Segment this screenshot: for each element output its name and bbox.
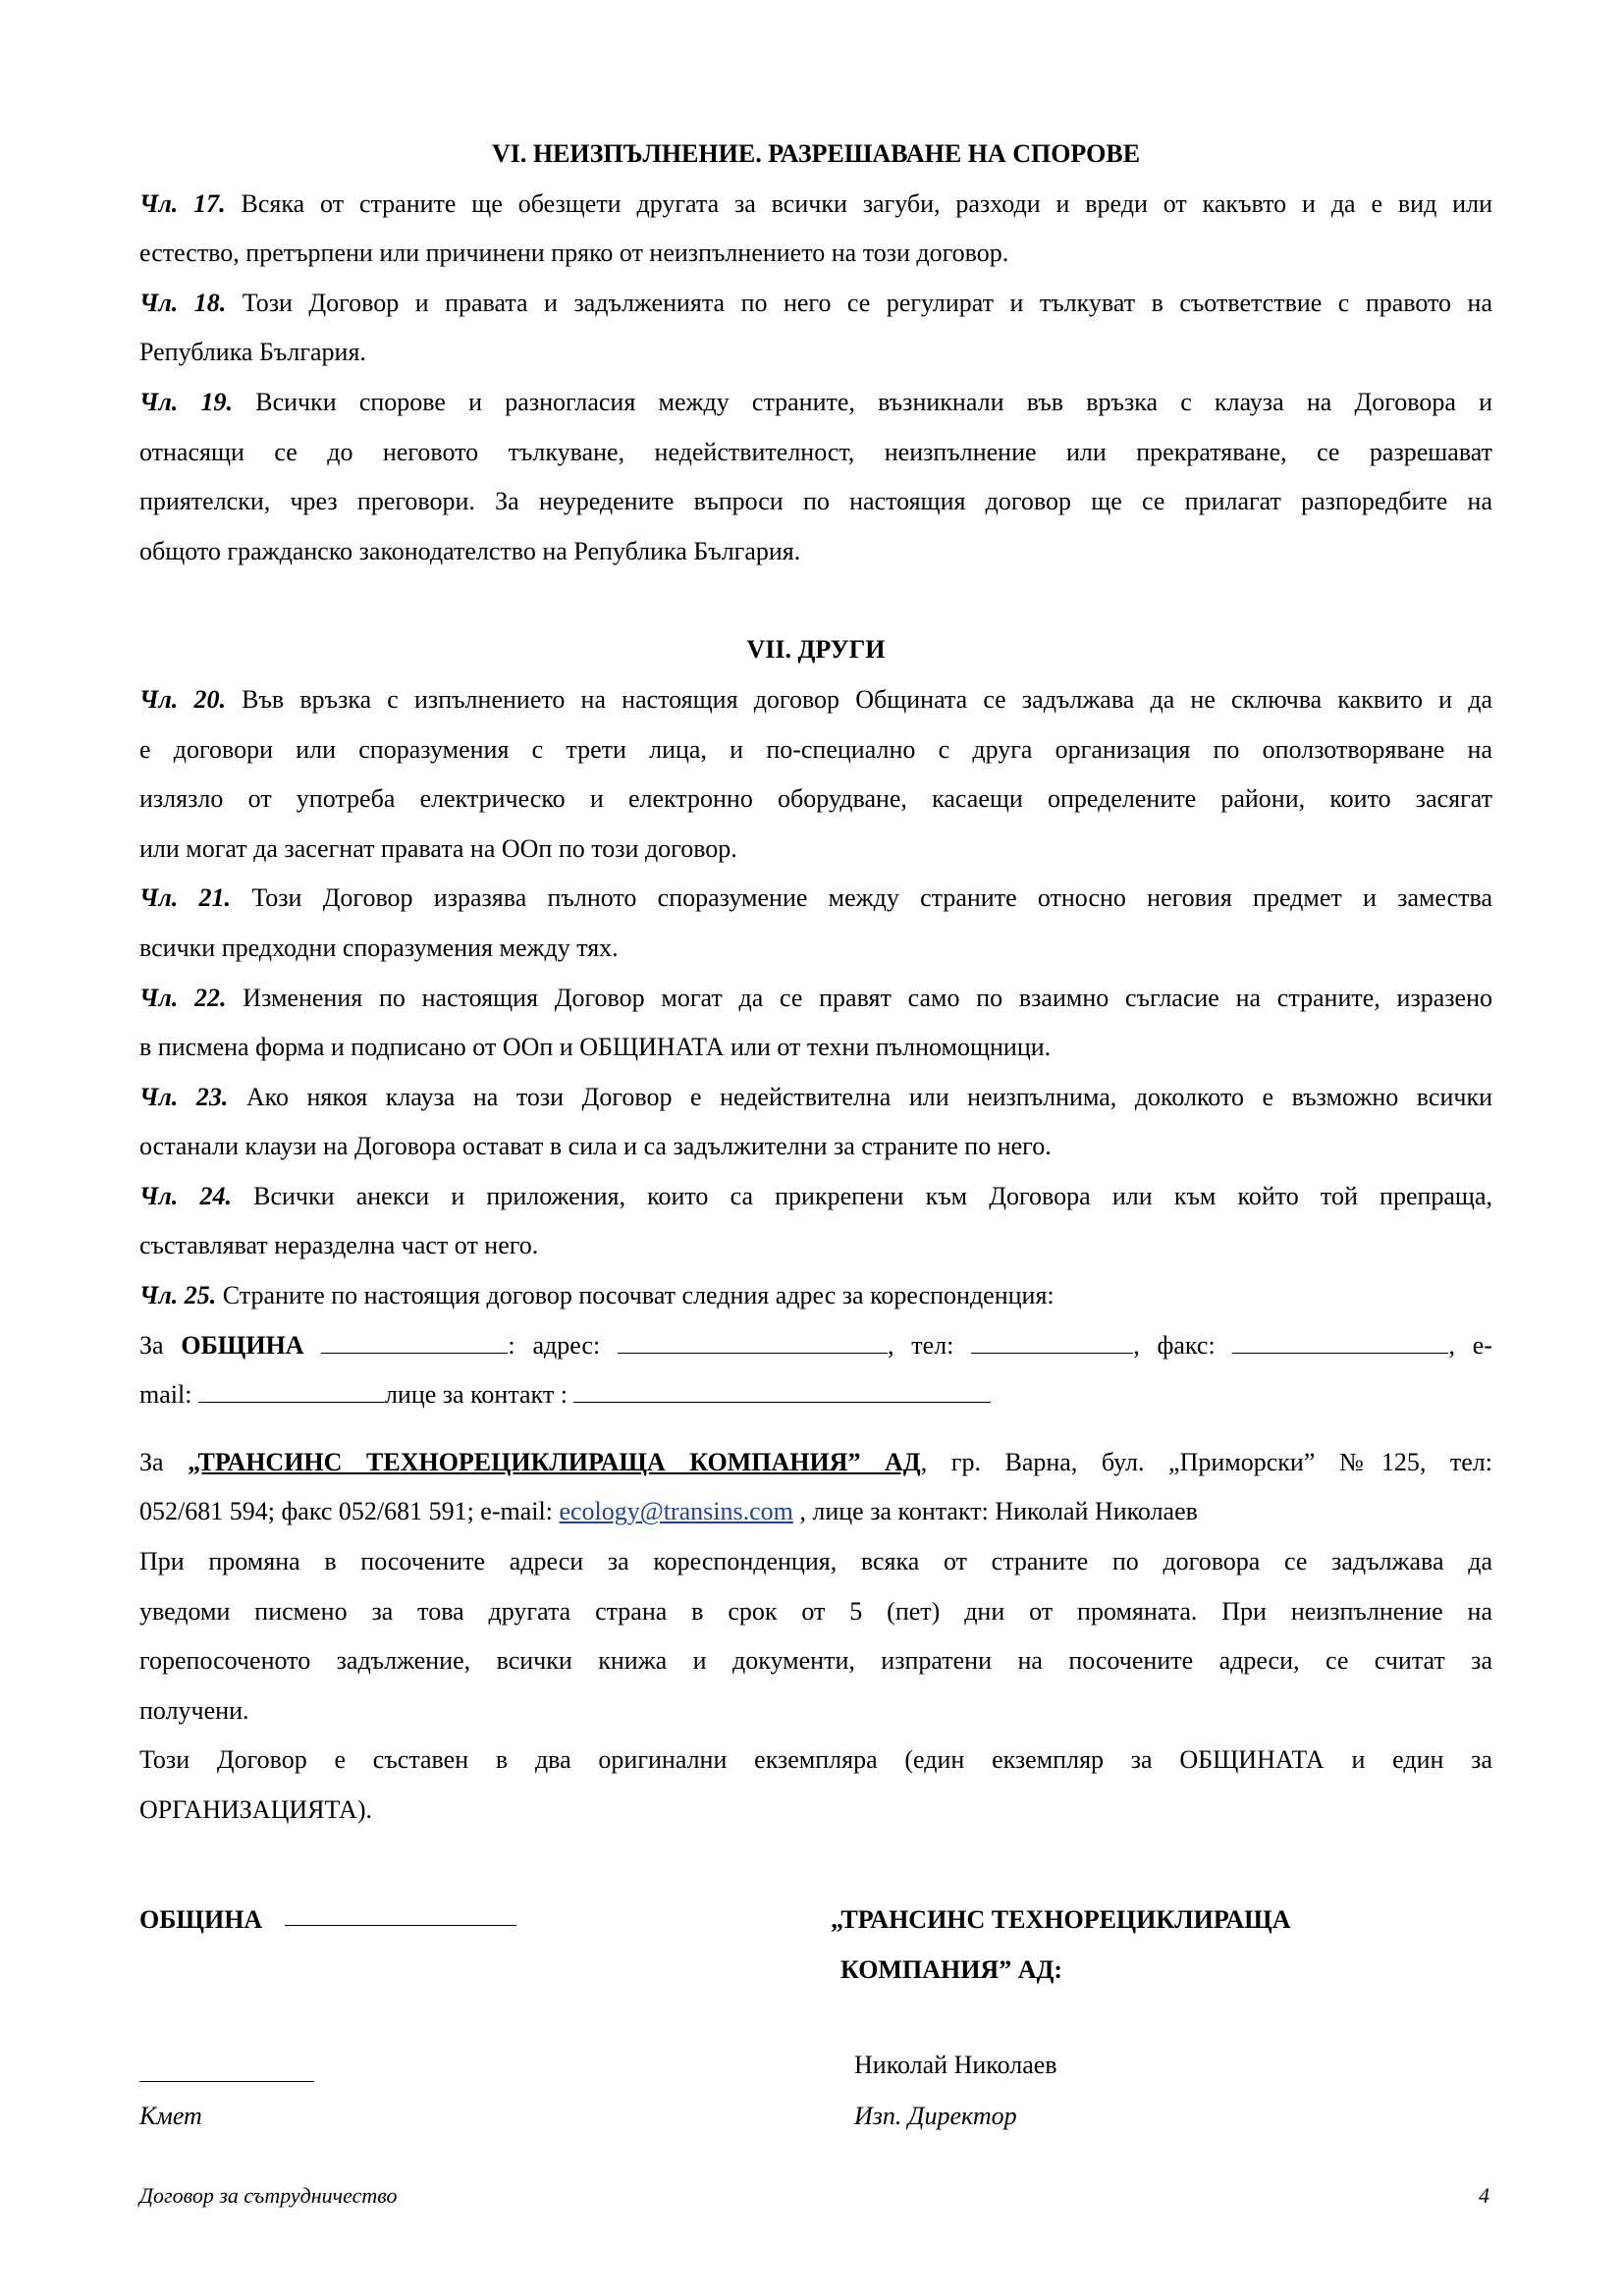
fax-label: , факс: [1133,1330,1233,1360]
address-change-line-4: получени. [139,1695,249,1725]
article-18-line-1 [139,279,1492,329]
article-25-text: Страните по настоящия договор посочват следния адрес за кореспонденция: [216,1281,1055,1310]
phone-label: , тел: [887,1330,972,1360]
company-address: , гр. Варна, бул. „Приморски” №125, тел: [920,1447,1492,1476]
article-22-text: Изменения по настоящия Договор могат да се правят само по взаимно съгласие на страните, изразено [226,983,1492,1012]
email-blank [198,1380,385,1403]
article-18-text: Този Договор и правата и задълженията по него се регулират и тълкуват в съответствие с правото на [226,288,1492,317]
article-20-line-1 [139,675,1492,725]
municipality-contact-line-2 [139,1370,1492,1420]
article-17-line-1 [139,180,1492,230]
copies-line-2: ОРГАНИЗАЦИЯТА). [139,1795,372,1824]
article-18-number: Чл. 18. [139,288,227,317]
email-label-part-1: , e- [1448,1330,1492,1360]
footer-document-title: Договор за сътрудничество [139,2183,398,2208]
company-phones: 052/681 594; факс 052/681 591; e-mail: [139,1497,560,1526]
contact-gap [139,1420,1492,1438]
company-contact-line-2 [139,1487,1492,1537]
article-19-number: Чл. 19. [139,387,234,416]
contact-person-label: лице за контакт : [384,1380,574,1410]
right-party-name-line-1: „ТРАНСИНС ТЕХНОРЕЦИКЛИРАЩА [831,1905,1291,1934]
article-19-text: Всички спорове и разногласия между страните, възникнали във връзка с клауза на Договора и [233,387,1492,416]
article-17-text: Всяка от страните ще обезщети другата за всички загуби, разходи и вреди от какъвто и да е вид или [225,188,1492,218]
article-17-line-2: естество, претърпени или причинени пряко от неизпълнението на този договор. [139,239,1009,268]
contact-person-blank [573,1380,991,1403]
article-22-line-1 [139,974,1492,1024]
municipality-contact-name: ОБЩИНА [181,1330,304,1360]
article-23-text: Ако някоя клауза на този Договор е недействителна или неизпълнима, доколкото е възможно всички [228,1082,1492,1111]
article-20-text: Във връзка с изпълнението на настоящия договор Общината се задължава да не сключва каквито и да [225,684,1492,714]
municipality-contact-prefix: За [139,1330,182,1360]
article-24-text: Всички анекси и приложения, които са прикрепени към Договора или към който той препраща, [231,1181,1492,1210]
article-20-line-3: излязло от употреба електрическо и електронно оборудване, касаещи определените райони, които засягат [139,784,1492,814]
company-contact-prefix: За [139,1447,189,1476]
company-contact-line-1 [139,1438,1492,1488]
section-gap [139,576,1492,625]
article-19-line-2: отнасящи се до неговото тълкуване, недействителност, неизпълнение или прекратяване, се разрешават [139,437,1492,466]
section-heading-7: VII. ДРУГИ [746,635,886,665]
article-18-line-2: Република България. [139,338,366,367]
article-25-number: Чл. 25. [139,1281,217,1310]
article-22-line-2: в писмена форма и подписано от ООп и ОБЩИНАТА или от техни пълномощници. [139,1033,1052,1062]
footer-page-number: 4 [1479,2183,1489,2208]
article-20-number: Чл. 20. [139,684,226,714]
document-body [139,130,1492,1836]
article-22-number: Чл. 22. [139,983,227,1012]
left-party-name: ОБЩИНА [139,1905,263,1934]
article-21-text: Този Договор изразява пълното споразумение между страните относно неговия предмет и замества [231,883,1492,913]
article-19-line-4: общото гражданско законодателство на Република България. [139,536,801,565]
address-change-line-1: При промяна в посочените адреси за кореспонденция, всяка от страните по договора се задължава да [139,1547,1492,1576]
article-24-number: Чл. 24. [139,1181,232,1210]
article-21-line-1 [139,874,1492,924]
email-label-part-2: mail: [139,1380,198,1410]
right-party-name-line-2: КОМПАНИЯ” АД: [840,1955,1063,1984]
address-change-line-2: уведоми писмено за това другата страна в срок от 5 (пет) дни от промяната. При неизпълнение на [139,1596,1492,1626]
article-17-number: Чл. 17. [139,188,226,218]
article-24-line-2: съставляват неразделна част от него. [139,1231,539,1260]
address-label: : адрес: [508,1330,618,1360]
article-19-line-3: приятелски, чрез преговори. За неуредените въпроси по настоящия договор ще се прилагат разпоредбите на [139,487,1492,516]
address-change-line-3: горепосоченото задължение, всички книжа и документи, изпратени на посочените адреси, се считат за [139,1646,1492,1676]
article-23-number: Чл. 23. [139,1082,229,1111]
director-name: Николай Николаев [854,2051,1057,2079]
company-contact-name: „ТРАНСИНС ТЕХНОРЕЦИКЛИРАЩА КОМПАНИЯ” АД [188,1447,921,1476]
mayor-role-label: Кмет [139,2102,202,2130]
article-23-line-1 [139,1073,1492,1123]
article-24-line-1 [139,1172,1492,1222]
article-21-number: Чл. 21. [139,883,232,913]
fax-blank [1232,1331,1448,1354]
left-party-name-blank [285,1925,516,1926]
company-email-link[interactable]: ecology@transins.com [559,1497,793,1526]
section-heading-6: VI. НЕИЗПЪЛНЕНИЕ. РАЗРЕШАВАНЕ НА СПОРОВЕ [491,139,1141,168]
article-20-line-4: или могат да засегнат правата на ООп по този договор. [139,833,737,863]
article-20-line-2: е договори или споразумения с трети лица, и по-специално с друга организация по оползотворяване на [139,734,1492,764]
article-25-line-1 [139,1271,1492,1321]
article-21-line-2: всички предходни споразумения между тях. [139,933,619,962]
municipality-name-blank [321,1331,508,1354]
municipality-contact-line-1 [139,1321,1492,1371]
left-party-signature-label [139,1900,262,1940]
address-blank [618,1331,888,1354]
article-23-line-2: останали клаузи на Договора остават в сила и са задължителни за страните по него. [139,1132,1052,1161]
mayor-signature-line [139,2081,314,2082]
phone-blank [971,1331,1133,1354]
article-19-line-1 [139,378,1492,428]
director-role-label: Изп. Директор [854,2102,1017,2130]
company-contact-person: , лице за контакт: Николай Николаев [792,1497,1198,1526]
copies-line-1: Този Договор е съставен в два оригинални екземпляра (един екземпляр за ОБЩИНАТА и един за [139,1745,1492,1775]
